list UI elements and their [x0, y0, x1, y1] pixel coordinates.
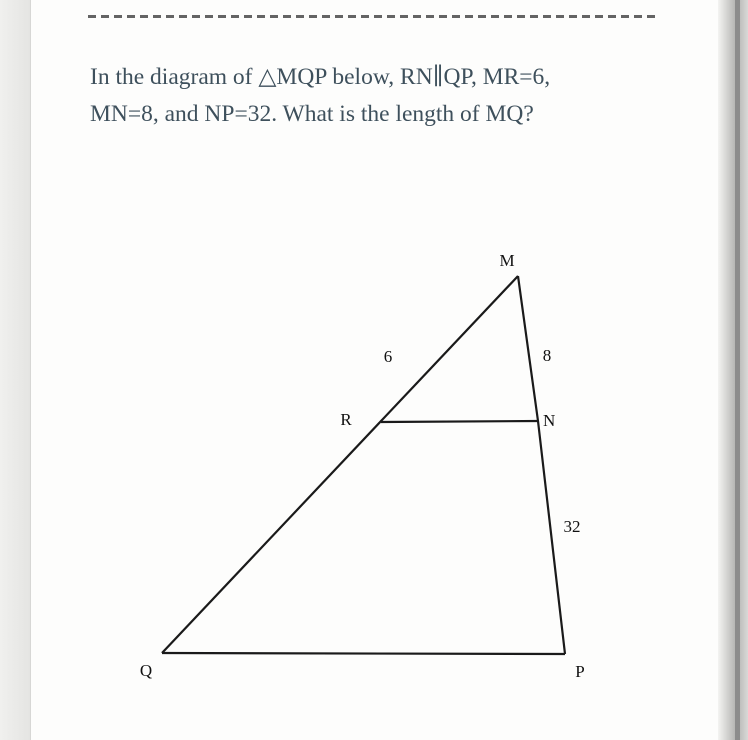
vertex-label-n: N: [543, 411, 556, 430]
question-line-1: In the diagram of △MQP below, RN∥QP, MR=6,: [90, 64, 551, 90]
side-mp-line: [518, 276, 565, 654]
question-line-2: MN=8, and NP=32. What is the length of MQ?: [90, 101, 534, 127]
side-qp-line: [162, 653, 565, 654]
side-length-mn: 8: [542, 346, 552, 365]
side-mq-line: [162, 276, 518, 653]
vertex-label-m: M: [499, 251, 515, 270]
segment-rn-line: [381, 421, 538, 422]
side-length-mr: 6: [383, 347, 393, 366]
vertex-label-p: P: [575, 662, 585, 681]
side-length-np: 32: [563, 517, 581, 536]
vertex-label-q: Q: [139, 661, 153, 680]
vertex-label-r: R: [340, 410, 352, 429]
